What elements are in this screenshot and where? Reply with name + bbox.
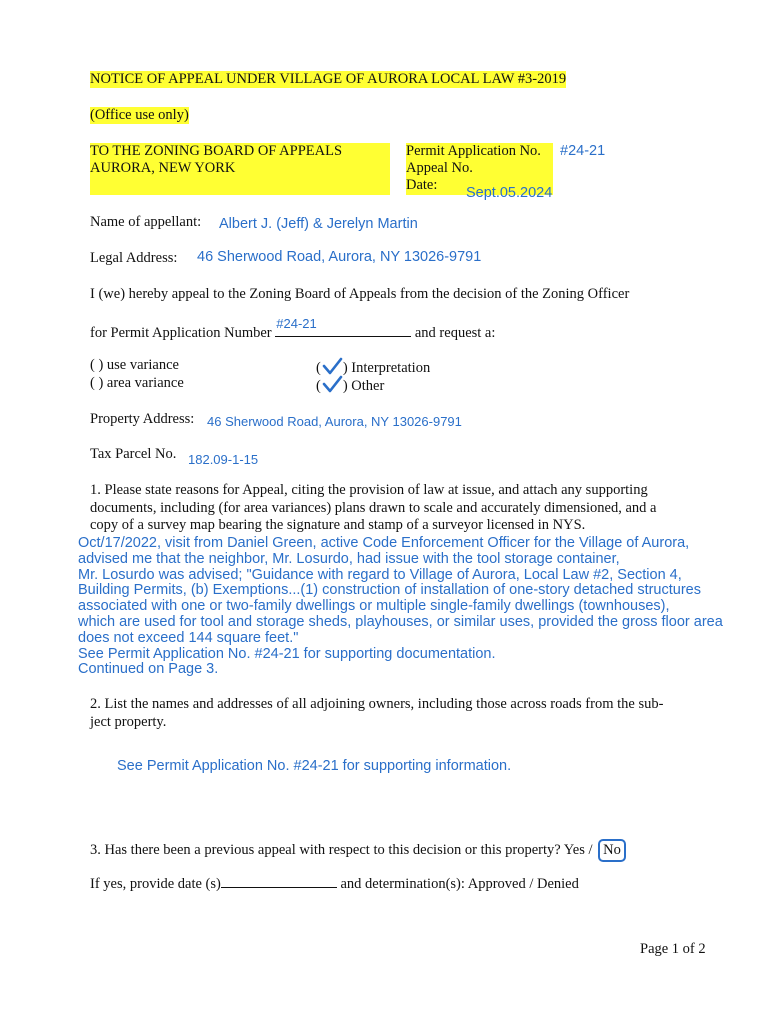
interpretation-label: ) Interpretation [342,360,431,376]
appeal-statement: I (we) hereby appeal to the Zoning Board of Appeals from the decision of the Zoning Officer [90,286,630,302]
answer-line: advised me that the neighbor, Mr. Losurdo, had issue with the tool storage container, [78,550,620,567]
question-1-line1: 1. Please state reasons for Appeal, citing the provision of law at issue, and attach any supporting [90,482,648,498]
answer-line: which are used for tool and storage sheds, playhouses, or similar uses, provided the gross floor area [78,613,723,630]
question-2-answer[interactable]: See Permit Application No. #24-21 for supporting information. [117,758,512,774]
addressee-line2: AURORA, NEW YORK [90,160,236,176]
other-open-paren: ( [316,378,321,394]
tax-parcel-field[interactable]: 182.09-1-15 [188,452,259,467]
question-1 [90,482,710,535]
date-label: Date: [406,177,438,193]
page-number: Page 1 of 2 [640,941,706,957]
question-3-text: 3. Has there been a previous appeal with respect to this decision or this property? Yes / [90,842,593,858]
legal-address-label: Legal Address: [90,250,178,266]
permit-number-row [90,316,496,342]
answer-line: does not exceed 144 square feet." [78,629,299,646]
answer-line: Mr. Losurdo was advised; "Guidance with regard to Village of Aurora, Local Law #2, Section 4, [78,566,682,583]
question-1-line3: copy of a survey map bearing the signature and stamp of a surveyor licensed in NYS. [90,517,586,533]
no-selection[interactable]: No [598,839,626,862]
use-variance-option[interactable]: ( ) use variance [90,357,179,373]
determination-label: and determination(s): Approved / Denied [340,876,579,892]
interpretation-option[interactable] [316,357,430,377]
answer-line: associated with one or two-family dwellings or multiple single-family dwellings (townhouses), [78,598,670,615]
form-title: NOTICE OF APPEAL UNDER VILLAGE OF AURORA LOCAL LAW #3-2019 [90,71,567,87]
question-2-line2: ject property. [90,713,167,730]
answer-line: See Permit Application No. #24-21 for supporting documentation. [78,645,496,662]
interpretation-check-icon [321,357,343,377]
permit-number-blank[interactable] [275,316,411,337]
other-label: ) Other [342,378,385,394]
appellant-name-label: Name of appellant: [90,214,202,230]
permit-number-label: for Permit Application Number [90,325,272,341]
permit-application-label: Permit Application No. [406,143,541,159]
tax-parcel-label: Tax Parcel No. [90,446,177,462]
addressee-block [90,143,390,195]
permit-number-field: #24-21 [276,316,317,331]
if-yes-label: If yes, provide date (s) [90,876,221,892]
addressee-line1: TO THE ZONING BOARD OF APPEALS [90,143,343,159]
appeal-number-label: Appeal No. [406,160,473,176]
question-1-answer[interactable] [78,536,768,678]
if-yes-date-blank[interactable] [221,875,337,888]
interpretation-open-paren: ( [316,360,321,376]
request-label: and request a: [414,325,496,341]
office-use-label: (Office use only) [90,107,189,123]
answer-line: Continued on Page 3. [78,661,219,678]
area-variance-option[interactable]: ( ) area variance [90,375,184,391]
question-2-line1: 2. List the names and addresses of all adjoining owners, including those across roads from the sub- [90,696,664,712]
answer-line: Oct/17/2022, visit from Daniel Green, active Code Enforcement Officer for the Village of Aurora, [78,535,690,551]
other-option[interactable] [316,375,384,395]
question-1-line2: documents, including (for area variances) plans drawn to scale and accurately dimensioned, and a [90,499,657,516]
property-address-field[interactable]: 46 Sherwood Road, Aurora, NY 13026-9791 [207,414,462,429]
question-3 [90,839,626,862]
question-2 [90,696,710,731]
other-check-icon [321,375,343,395]
legal-address-field[interactable]: 46 Sherwood Road, Aurora, NY 13026-9791 [197,249,482,265]
date-value[interactable]: Sept.05.2024 [466,185,553,201]
permit-application-value[interactable]: #24-21 [560,143,606,159]
property-address-label: Property Address: [90,411,195,427]
if-yes-row [90,875,579,893]
appellant-name-field[interactable]: Albert J. (Jeff) & Jerelyn Martin [219,216,418,232]
answer-line: Building Permits, (b) Exemptions...(1) construction of installation of one-story detached structures [78,582,701,599]
